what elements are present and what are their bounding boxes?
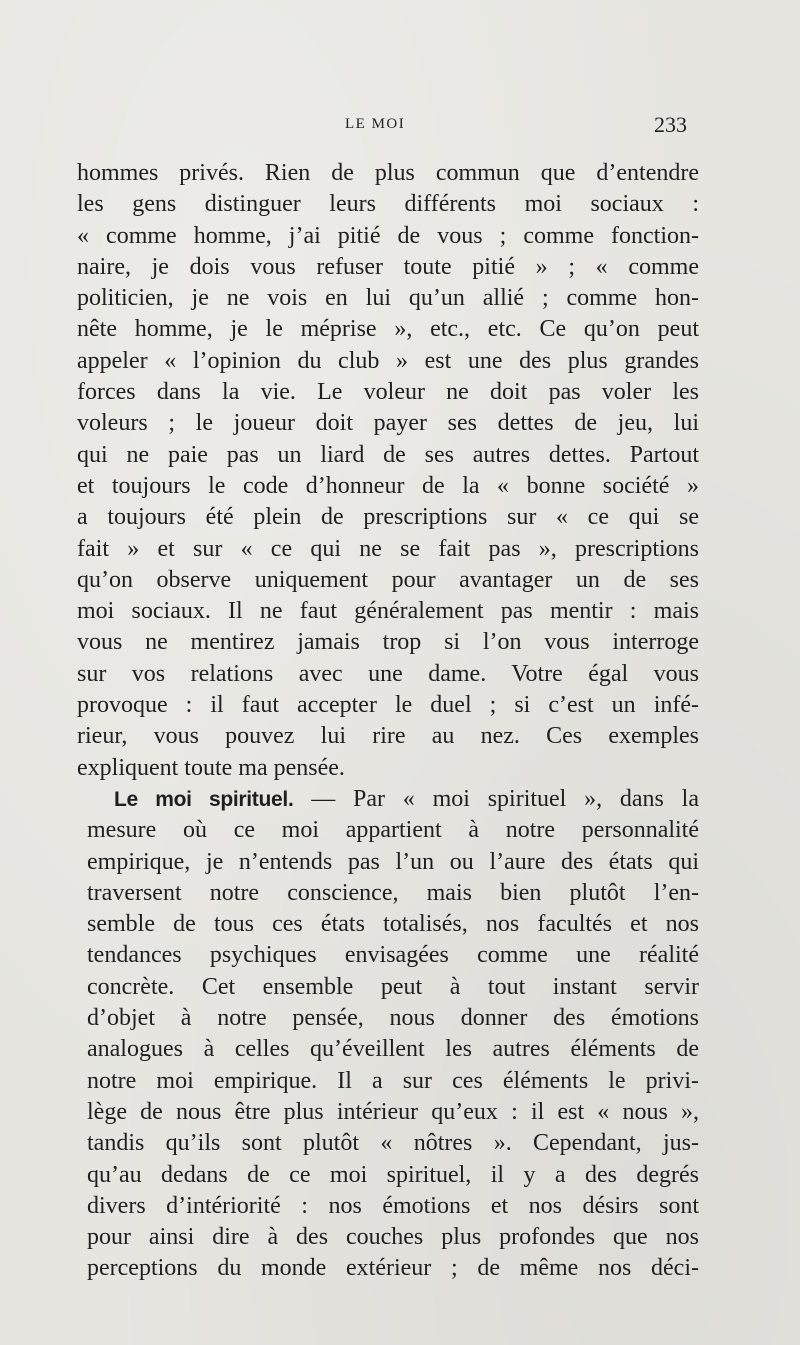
text-line: qu’au dedans de ce moi spirituel, il y a des degrés bbox=[87, 1161, 699, 1188]
body-text bbox=[77, 158, 707, 1285]
text-line: provoque : il faut accepter le duel ; si c’est un infé- bbox=[77, 692, 699, 719]
text-line: pour ainsi dire à des couches plus profondes que nos bbox=[87, 1224, 699, 1251]
text-line: lège de nous être plus intérieur qu’eux : il est « nous », bbox=[87, 1098, 699, 1125]
text-line: voleurs ; le joueur doit payer ses dettes de jeu, lui bbox=[77, 410, 699, 437]
section-heading: Le moi spirituel. bbox=[114, 787, 294, 811]
text-line: tandis qu’ils sont plutôt « nôtres ». Cependant, jus- bbox=[87, 1130, 699, 1157]
text-line: a toujours été plein de prescriptions sur « ce qui se bbox=[77, 504, 699, 531]
paragraph-2 bbox=[77, 784, 707, 1285]
text-line: hommes privés. Rien de plus commun que d’entendre bbox=[77, 160, 699, 186]
text-line: forces dans la vie. Le voleur ne doit pas voler les bbox=[77, 379, 699, 406]
running-title: LE MOI bbox=[345, 116, 406, 132]
text-line: analogues à celles qu’éveillent les autres éléments de bbox=[87, 1036, 699, 1063]
text-line: perceptions du monde extérieur ; de même nos déci- bbox=[87, 1255, 699, 1282]
text-line: politicien, je ne vois en lui qu’un allié ; comme hon- bbox=[77, 285, 699, 312]
text-line: fait » et sur « ce qui ne se fait pas », prescriptions bbox=[77, 535, 699, 562]
text-line: traversent notre conscience, mais bien plutôt l’en- bbox=[87, 879, 699, 906]
text-line: et toujours le code d’honneur de la « bonne société » bbox=[77, 472, 699, 499]
section-first-line-text: — Par « moi spirituel », dans la bbox=[293, 785, 699, 812]
text-line: expliquent toute ma pensée. bbox=[77, 754, 345, 781]
text-line: rieur, vous pouvez lui rire au nez. Ces exemples bbox=[77, 723, 699, 750]
text-line: qui ne paie pas un liard de ses autres dettes. Partout bbox=[77, 441, 699, 468]
text-line: naire, je dois vous refuser toute pitié » ; « comme bbox=[77, 253, 699, 280]
text-line: moi sociaux. Il ne faut généralement pas mentir : mais bbox=[77, 598, 699, 625]
text-line: notre moi empirique. Il a sur ces éléments le privi- bbox=[87, 1067, 699, 1094]
paragraph-1 bbox=[77, 158, 707, 784]
text-line: qu’on observe uniquement pour avantager un de ses bbox=[77, 566, 699, 593]
text-line: mesure où ce moi appartient à notre personnalité bbox=[87, 817, 699, 844]
text-line: d’objet à notre pensée, nous donner des émotions bbox=[87, 1005, 699, 1032]
running-head bbox=[0, 112, 800, 142]
text-line: vous ne mentirez jamais trop si l’on vous interroge bbox=[77, 629, 699, 656]
text-line: divers d’intériorité : nos émotions et nos désirs sont bbox=[87, 1192, 699, 1219]
text-line: appeler « l’opinion du club » est une des plus grandes bbox=[77, 347, 699, 374]
text-line: « comme homme, j’ai pitié de vous ; comme fonction- bbox=[77, 222, 699, 249]
text-line: concrète. Cet ensemble peut à tout instant servir bbox=[87, 973, 699, 1000]
text-line: tendances psychiques envisagées comme une réalité bbox=[87, 942, 699, 969]
text-line: les gens distinguer leurs différents moi sociaux : bbox=[77, 191, 699, 218]
page-number: 233 bbox=[654, 112, 687, 137]
section-first-line bbox=[77, 784, 699, 815]
text-line: empirique, je n’entends pas l’un ou l’aure des états qui bbox=[87, 848, 699, 875]
text-line: nête homme, je le méprise », etc., etc. Ce qu’on peut bbox=[77, 316, 699, 343]
text-line: sur vos relations avec une dame. Votre égal vous bbox=[77, 660, 699, 687]
text-line: semble de tous ces états totalisés, nos facultés et nos bbox=[87, 911, 699, 938]
